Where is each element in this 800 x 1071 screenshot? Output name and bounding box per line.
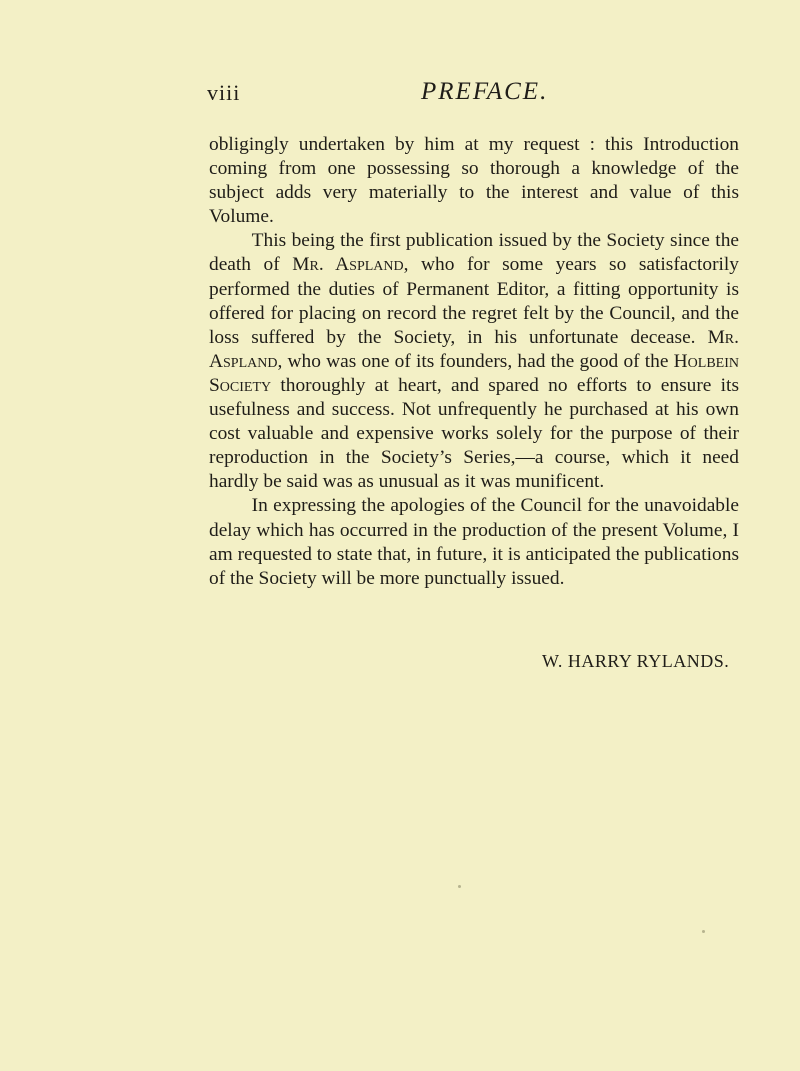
- paragraph: [209, 494, 739, 590]
- text-segment: thoroughly at heart, and spared no efforts to ensure its usefulness and success. Not unfrequently he purchased at his own cost valuable and expensive works solely for the purpose of their reproduction in the Society’s Series,—a course, which it need hardly be said was as unusual as it was munificent.: [209, 374, 739, 493]
- paragraph: [209, 133, 739, 229]
- text-segment: This being the first publication issued by the Society since the death of: [209, 230, 739, 276]
- text-segment: , who for some years so satisfactorily performed the duties of Permanent Editor, a fitting opportunity is offered for placing on record the regret felt by the Council, and the loss suffered by the Society, in his unfortunate decease.: [209, 254, 739, 348]
- paper-speck: [458, 885, 461, 888]
- signature: W. HARRY RYLANDS.: [542, 651, 730, 671]
- text-segment: In expressing the apologies of the Council for the unavoidable delay which has occurred in the production of the present Volume, I am requested to state that, in future, it is anticipated the publications of the Society will be more punctually issued.: [209, 495, 739, 589]
- text-segment: obligingly undertaken by him at my request : this Introduction coming from one possessing so thorough a knowledge of the subject adds very materially to the interest and value of this Volume.: [209, 134, 739, 228]
- running-title: PREFACE.: [421, 78, 549, 105]
- text-segment: , who was one of its founders, had the good of the: [277, 350, 674, 372]
- name-small-caps: Mr. Aspland: [209, 326, 739, 372]
- name-small-caps: Mr. Aspland: [292, 254, 404, 276]
- page-number: viii: [207, 80, 241, 105]
- body-text: [209, 133, 739, 591]
- paper-speck: [702, 930, 705, 933]
- running-head: [0, 78, 800, 108]
- society-small-caps: Holbein Society: [209, 350, 739, 396]
- paragraph: [209, 229, 739, 494]
